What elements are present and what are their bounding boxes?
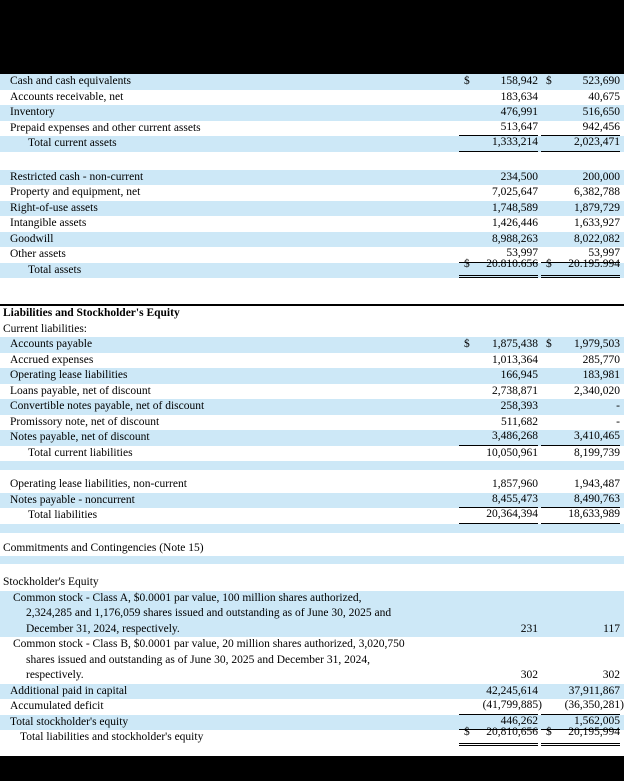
cell-value: 8,490,763 (574, 492, 620, 505)
value-column-2 (541, 185, 620, 201)
spacer-row (0, 278, 624, 306)
dollar-sign: $ (546, 75, 552, 87)
value-column-1 (459, 668, 538, 684)
cell-value: 37,911,867 (568, 684, 620, 697)
value-column-1 (459, 185, 538, 201)
value-column-1 (459, 337, 538, 353)
spacer-row (0, 524, 624, 533)
bottom-masked-bar (0, 756, 624, 781)
table-row (0, 353, 624, 369)
cell-value: 20.195.994 (568, 258, 620, 270)
cell-value: 42,245,614 (486, 684, 538, 697)
cell-value: (36,350,281) (564, 699, 624, 711)
row-label: Restricted cash - non-current (10, 170, 144, 183)
table-row (0, 684, 624, 700)
row-label: Cash and cash equivalents (10, 75, 132, 87)
value-column-1 (459, 74, 538, 90)
value-column-2 (541, 622, 620, 638)
value-column-1 (459, 492, 538, 509)
value-column-1 (459, 384, 538, 400)
row-label-line: Common stock - Class B, $0.0001 par value, 20 million shares authorized, 3,020,750 (13, 638, 405, 650)
value-column-1 (459, 725, 538, 746)
cell-value: 8,199,739 (574, 446, 620, 459)
value-column-2 (541, 507, 620, 524)
dollar-sign: $ (464, 338, 470, 350)
row-label: Notes payable, net of discount (10, 431, 150, 443)
cell-value: 3,486,268 (492, 430, 538, 442)
table-row (0, 74, 624, 90)
value-column-1 (459, 698, 542, 715)
table-row (0, 216, 624, 232)
row-label-line: shares issued and outstanding as of June 30, 2025 and December 31, 2024, (26, 653, 370, 666)
value-column-1 (459, 216, 538, 232)
table-row (0, 258, 624, 279)
table-row (0, 399, 624, 415)
table-row (0, 575, 624, 591)
value-column-1 (459, 232, 538, 248)
cell-value: 1,879,729 (574, 201, 620, 214)
row-label: Current liabilities: (3, 322, 87, 335)
cell-value: 1,013,364 (492, 353, 538, 366)
cell-value: 158,942 (500, 75, 538, 87)
value-column-2 (541, 668, 620, 684)
table-row (0, 446, 624, 462)
row-label: Total liabilities and stockholder's equity (20, 731, 204, 743)
row-label: Total stockholder's equity (10, 715, 129, 728)
cell-value: 942,456 (582, 120, 620, 133)
value-column-2 (541, 90, 620, 106)
table-row (0, 136, 624, 152)
value-column-2 (541, 725, 620, 746)
value-column-1 (459, 429, 538, 446)
value-column-1 (459, 477, 538, 493)
cell-value: 7,025,647 (492, 186, 538, 198)
dollar-sign: $ (546, 338, 552, 350)
value-column-2 (541, 684, 620, 700)
value-column-2 (541, 201, 620, 217)
table-row (0, 508, 624, 524)
cell-value: 285,770 (582, 353, 620, 366)
cell-value: 523,690 (582, 75, 620, 87)
value-column-1 (459, 201, 538, 217)
dollar-sign: $ (464, 258, 470, 270)
dollar-sign: $ (546, 258, 552, 270)
balance-sheet-table (0, 74, 624, 746)
spacer-row (0, 564, 624, 575)
cell-value: 1,633,927 (574, 217, 620, 229)
table-row (0, 337, 624, 353)
row-label: Additional paid in capital (10, 684, 128, 697)
cell-value: 20,195,994 (568, 725, 620, 738)
cell-value: 117 (603, 622, 620, 635)
value-column-2 (541, 384, 620, 400)
spacer-row (0, 556, 624, 564)
cell-value: 20,810,656 (486, 725, 538, 738)
row-label (0, 637, 459, 684)
value-column-2 (541, 74, 620, 90)
cell-value: 516,650 (582, 106, 620, 118)
cell-value: 200,000 (582, 170, 620, 183)
row-label: Total current assets (28, 137, 117, 149)
cell-value: 166,945 (500, 369, 538, 381)
cell-value: 183,634 (500, 90, 538, 103)
row-label: Other assets (10, 248, 66, 260)
value-column-1 (459, 507, 538, 524)
row-label: Total liabilities (28, 509, 98, 521)
table-row (0, 105, 624, 121)
row-label: Intangible assets (10, 217, 87, 229)
value-column-1 (459, 415, 538, 431)
table-row (0, 541, 624, 557)
row-label: Commitments and Contingencies (Note 15) (3, 541, 204, 554)
table-row (0, 725, 624, 746)
cell-value: 1,333,214 (492, 136, 538, 148)
value-column-2 (541, 477, 620, 493)
cell-value: 2,738,871 (492, 384, 538, 397)
dollar-sign: $ (464, 75, 470, 87)
row-label (0, 591, 459, 638)
cell-value: 2,340,020 (574, 384, 620, 397)
cell-value: 40,675 (588, 90, 620, 103)
row-label: Notes payable - noncurrent (10, 493, 135, 506)
cell-value: 8,455,473 (492, 492, 538, 505)
table-row (0, 384, 624, 400)
table-row (0, 368, 624, 384)
cell-value: 1,426,446 (492, 217, 538, 229)
row-label: Operating lease liabilities, non-current (10, 478, 187, 490)
cell-value: 302 (520, 669, 538, 681)
table-row (0, 306, 624, 322)
value-column-1 (459, 170, 538, 186)
table-row (0, 322, 624, 338)
spacer-row (0, 533, 624, 541)
row-label: Stockholder's Equity (3, 576, 99, 588)
table-row (0, 121, 624, 137)
row-label-line: 2,324,285 and 1,176,059 shares issued and outstanding as of June 30, 2025 and (26, 607, 392, 619)
cell-value: 446,262 (500, 714, 538, 727)
cell-value: 511,682 (501, 415, 538, 428)
value-column-1 (459, 368, 538, 384)
table-row (0, 415, 624, 431)
cell-value: 8,022,082 (574, 232, 620, 245)
row-label: Accrued expenses (10, 353, 94, 366)
cell-value: 20,364,394 (486, 508, 538, 520)
cell-value: 1,875,438 (492, 338, 538, 350)
value-column-2 (541, 120, 620, 137)
row-label: Liabilities and Stockholder's Equity (3, 307, 180, 319)
value-column-2 (541, 232, 620, 248)
table-row (0, 493, 624, 509)
value-column-2 (541, 415, 620, 431)
table-row (0, 637, 624, 684)
value-column-1 (459, 135, 538, 152)
cell-value: 3,410,465 (574, 430, 620, 442)
value-column-1 (459, 353, 538, 369)
row-label: Prepaid expenses and other current assets (10, 121, 201, 134)
value-column-1 (459, 120, 538, 137)
row-label: Right-of-use assets (10, 201, 98, 214)
value-column-2 (541, 105, 620, 121)
cell-value: 513,647 (500, 120, 538, 133)
value-column-1 (459, 90, 538, 106)
dollar-sign: $ (546, 725, 552, 738)
row-label: Total assets (28, 263, 82, 276)
cell-value: 53,997 (506, 247, 538, 259)
value-column-2 (541, 368, 620, 384)
cell-value: 20.810.656 (486, 258, 538, 270)
row-label-line: December 31, 2024, respectively. (26, 622, 180, 635)
value-column-2 (541, 170, 620, 186)
row-label: Property and equipment, net (10, 186, 141, 198)
cell-value: 476,991 (500, 106, 538, 118)
value-column-1 (459, 105, 538, 121)
cell-value: 258,393 (500, 400, 538, 412)
row-label: Promissory note, net of discount (10, 415, 160, 428)
cell-value: 8,988,263 (492, 232, 538, 245)
table-row (0, 170, 624, 186)
spacer-row (0, 470, 624, 477)
cell-value: 53,997 (588, 247, 620, 259)
spacer-row (0, 461, 624, 470)
cell-value: 1,943,487 (574, 478, 620, 490)
value-column-1 (459, 622, 538, 638)
cell-value: 10,050,961 (486, 446, 538, 459)
value-column-1 (459, 446, 538, 462)
top-masked-bar (0, 0, 624, 74)
row-label-line: Common stock - Class A, $0.0001 par value, 100 million shares authorized, (13, 591, 362, 604)
table-row (0, 201, 624, 217)
table-row (0, 232, 624, 248)
cell-value: 1,857,960 (492, 478, 538, 490)
value-column-2 (541, 446, 620, 462)
value-column-1 (459, 684, 538, 700)
spacer-row (0, 152, 624, 170)
cell-value: 18,633,989 (568, 508, 620, 520)
table-row (0, 477, 624, 493)
cell-value: 6,382,788 (574, 186, 620, 198)
value-column-2 (541, 492, 620, 509)
value-column-2 (541, 353, 620, 369)
row-label: Operating lease liabilities (10, 369, 128, 381)
cell-value: 231 (520, 622, 538, 635)
value-column-1 (459, 257, 538, 278)
row-label-line: respectively. (26, 669, 84, 681)
cell-value: - (616, 415, 620, 428)
row-label: Loans payable, net of discount (10, 384, 151, 397)
value-column-2 (541, 399, 620, 415)
table-row (0, 90, 624, 106)
value-column-2 (541, 337, 620, 353)
value-column-2 (541, 698, 624, 715)
table-row (0, 699, 624, 715)
cell-value: 183,981 (582, 369, 620, 381)
cell-value: 1,562,005 (574, 714, 620, 727)
row-label: Inventory (10, 106, 55, 118)
row-label: Accounts receivable, net (10, 90, 124, 103)
cell-value: 2,023,471 (574, 136, 620, 148)
row-label: Total current liabilities (28, 446, 133, 459)
table-row (0, 591, 624, 638)
row-label: Accumulated deficit (10, 700, 104, 712)
value-column-2 (541, 429, 620, 446)
cell-value: - (616, 400, 620, 412)
value-column-2 (541, 257, 620, 278)
row-label: Accounts payable (10, 338, 93, 350)
cell-value: 1,748,589 (492, 201, 538, 214)
row-label: Convertible notes payable, net of discount (10, 400, 205, 412)
row-label: Goodwill (10, 232, 54, 245)
cell-value: 302 (602, 669, 620, 681)
table-row (0, 430, 624, 446)
table-row (0, 185, 624, 201)
cell-value: 234,500 (500, 170, 538, 183)
cell-value: (41,799,885) (482, 699, 542, 711)
value-column-2 (541, 135, 620, 152)
dollar-sign: $ (464, 725, 470, 738)
value-column-1 (459, 399, 538, 415)
value-column-2 (541, 216, 620, 232)
cell-value: 1,979,503 (574, 338, 620, 350)
